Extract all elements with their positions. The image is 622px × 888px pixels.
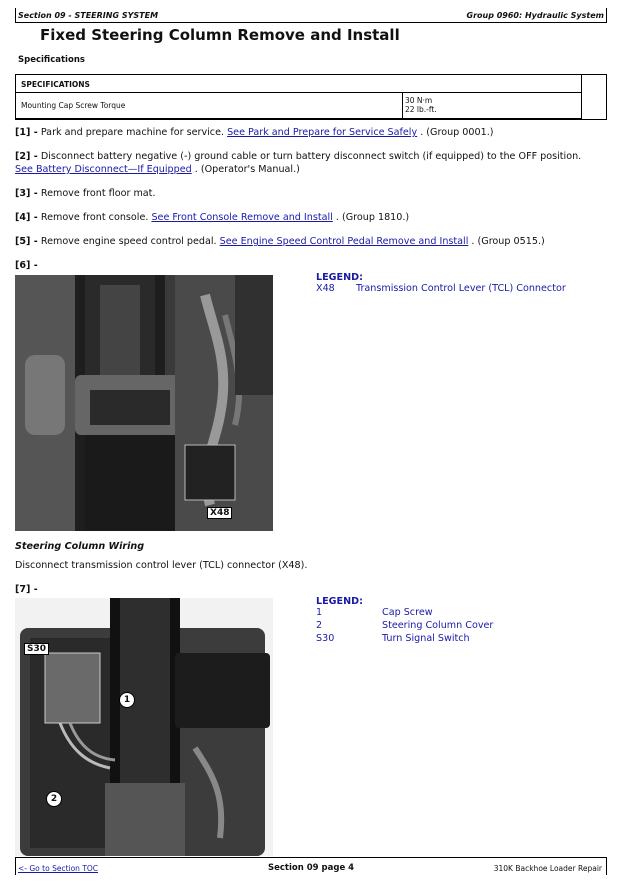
step-text: Remove engine speed control pedal. [37,236,220,247]
steering-column-cover-photo [15,598,273,856]
spec-table-header-cell [16,75,582,93]
manual-title: 310K Backhoe Loader Repair [493,864,602,873]
step-link[interactable]: See Park and Prepare for Service Safely [227,127,418,138]
spec-value-cell [403,93,582,119]
spec-item-cell [16,93,403,119]
callout-2: 2 [46,791,62,807]
step-text: Remove front console. [37,212,152,223]
step-link[interactable]: See Front Console Remove and Install [151,212,333,223]
legend-code: S30 [316,633,335,644]
step-text: Disconnect battery negative (-) ground cable or turn battery disconnect switch (if equipped) to the OFF position. [37,151,582,162]
callout-x48: X48 [207,507,232,519]
footer-border-right [606,857,607,875]
step-5 [15,235,595,248]
figure1-instruction: Disconnect transmission control lever (TCL) connector (X48). [15,560,308,571]
step-ref: . (Group 0515.) [468,236,545,247]
specifications-label: Specifications [18,55,85,65]
step-1 [15,126,595,139]
step-number: [4] - [15,212,38,223]
legend-row [316,620,606,633]
page-number: Section 09 page 4 [268,863,355,873]
callout-s30: S30 [24,643,49,655]
step-6 [15,259,595,272]
legend-code: 1 [316,607,323,618]
header-border-right [606,8,607,22]
spec-value-imperial: 22 lb.-ft. [405,105,437,114]
legend-row [316,633,606,646]
step-2 [15,150,590,176]
spec-value-metric: 30 N·m [405,96,433,105]
step-ref: . (Group 1810.) [332,212,410,223]
step-text: Remove front floor mat. [37,188,156,199]
step-ref: . (Operator's Manual.) [191,164,300,175]
photo-illustration [15,598,273,856]
step-text: Park and prepare machine for service. [37,127,228,138]
legend-desc: Turn Signal Switch [382,633,470,644]
legend-heading: LEGEND: [316,596,363,607]
specifications-table [15,74,607,120]
step-number: [1] - [15,127,38,138]
figure-caption: Steering Column Wiring [15,541,145,552]
header-border-left [15,8,16,22]
footer-border-left [15,857,16,875]
page-title: Fixed Steering Column Remove and Install [40,26,400,44]
step-7 [15,583,595,596]
step-ref: . (Group 0001.) [417,127,494,138]
step-link[interactable]: See Battery Disconnect—If Equipped [15,164,192,175]
legend-code: X48 [316,283,335,294]
legend-row [316,607,606,620]
footer-rule [15,857,607,858]
photo-illustration [15,275,273,531]
spec-table-header: SPECIFICATIONS [21,80,90,89]
spec-item: Mounting Cap Screw Torque [21,101,126,110]
section-toc-link[interactable]: <- Go to Section TOC [18,864,99,873]
step-4 [15,211,595,224]
legend-desc: Steering Column Cover [382,620,494,631]
step-number: [3] - [15,188,38,199]
legend-code: 2 [316,620,323,631]
legend-figure1 [316,272,606,296]
step-number: [2] - [15,151,38,162]
group-header: Group 0960: Hydraulic System [466,11,604,20]
header-rule [15,22,607,23]
section-header: Section 09 - STEERING SYSTEM [18,11,159,20]
legend-heading: LEGEND: [316,272,363,283]
step-number: [7] - [15,584,38,595]
legend-desc: Cap Screw [382,607,433,618]
callout-1: 1 [119,692,135,708]
step-link[interactable]: See Engine Speed Control Pedal Remove and Install [219,236,469,247]
legend-figure2 [316,596,606,646]
step-number: [6] - [15,260,38,271]
steering-column-wiring-photo [15,275,273,531]
step-3 [15,187,595,200]
step-number: [5] - [15,236,38,247]
legend-desc: Transmission Control Lever (TCL) Connector [356,283,566,294]
